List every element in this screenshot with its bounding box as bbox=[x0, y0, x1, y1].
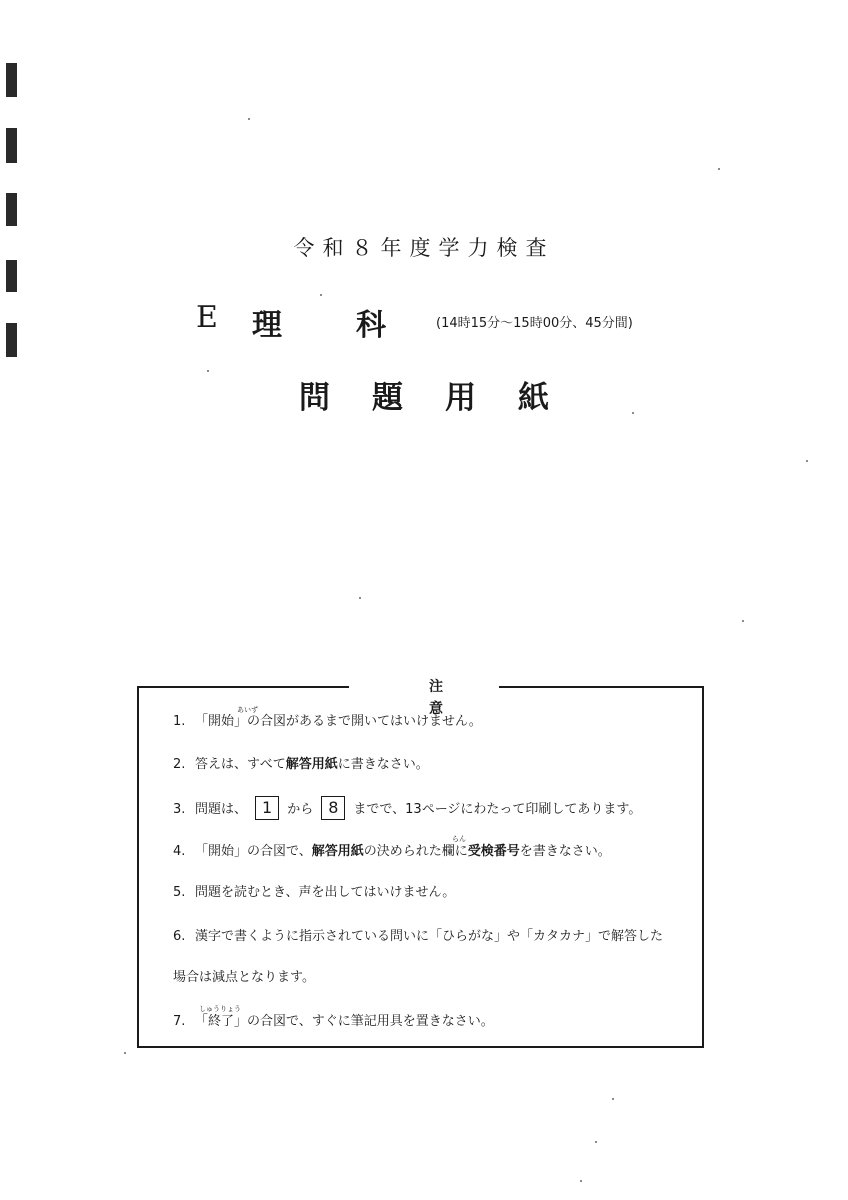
section-end-box: 8 bbox=[321, 796, 345, 820]
scan-speck bbox=[248, 118, 250, 120]
section-start-box: 1 bbox=[255, 796, 279, 820]
notice-item-6-continuation: 場合は減点となります。 bbox=[173, 970, 315, 985]
subject-time: (14時15分～15時00分、45分間) bbox=[436, 316, 633, 331]
item-text: 「終了」の合図で、すぐに筆記用具を置きなさい。 bbox=[195, 1014, 494, 1029]
item-text-bold: 解答用紙 bbox=[285, 757, 338, 772]
binding-mark bbox=[6, 63, 17, 97]
subject-name-part-1: 理 bbox=[252, 308, 282, 343]
furigana: あいず bbox=[237, 706, 258, 714]
item-text: から bbox=[287, 802, 314, 817]
item-text: 答えは、すべて bbox=[195, 757, 286, 772]
scan-speck bbox=[595, 1141, 597, 1143]
paper-title: 問題用紙 bbox=[299, 380, 591, 416]
scan-speck bbox=[320, 294, 322, 296]
furigana: しゅうりょう bbox=[199, 1005, 241, 1013]
item-text: 問題は、 bbox=[195, 802, 248, 817]
notice-item-6 bbox=[173, 927, 663, 947]
scan-speck bbox=[580, 1180, 582, 1182]
item-number: 6. bbox=[173, 929, 186, 944]
scan-speck bbox=[359, 597, 361, 599]
furigana: らん bbox=[452, 835, 466, 843]
item-text: 「開始」の合図で、 bbox=[195, 844, 312, 859]
item-text: を書きなさい。 bbox=[519, 844, 611, 859]
binding-mark bbox=[6, 128, 17, 163]
subject-letter: E bbox=[196, 300, 218, 335]
item-text: の決められた欄に bbox=[363, 844, 468, 859]
binding-mark bbox=[6, 193, 17, 226]
notice-item-1 bbox=[173, 712, 482, 732]
scan-speck bbox=[207, 370, 209, 372]
scan-speck bbox=[718, 168, 720, 170]
item-number: 2. bbox=[173, 757, 186, 772]
subject-row bbox=[196, 300, 716, 343]
item-text-bold: 受検番号 bbox=[467, 844, 520, 859]
scan-speck bbox=[806, 460, 808, 462]
notice-item-2 bbox=[173, 755, 429, 775]
scan-speck bbox=[612, 1098, 614, 1100]
subject-name-part-2: 科 bbox=[356, 308, 386, 343]
item-text: までで、13ページにわたって印刷してあります。 bbox=[353, 802, 642, 817]
exam-year-title: 令和８年度学力検査 bbox=[293, 236, 555, 260]
binding-mark bbox=[6, 260, 17, 292]
item-text: に書きなさい。 bbox=[337, 757, 429, 772]
scan-speck bbox=[124, 1052, 126, 1054]
item-text: 「開始」の合図があるまで開いてはいけません。 bbox=[195, 714, 482, 729]
notice-item-3 bbox=[173, 796, 641, 820]
scan-speck bbox=[632, 412, 634, 414]
item-text: 漢字で書くように指示されている問いに「ひらがな」や「カタカナ」で解答した bbox=[195, 929, 664, 944]
item-text: 問題を読むとき、声を出してはいけません。 bbox=[195, 885, 456, 900]
item-number: 3. bbox=[173, 802, 186, 817]
notice-item-5 bbox=[173, 883, 455, 903]
item-number: 4. bbox=[173, 844, 186, 859]
notice-item-7 bbox=[173, 1012, 494, 1032]
item-text-bold: 解答用紙 bbox=[311, 844, 364, 859]
notice-heading: 注意 bbox=[349, 676, 499, 720]
item-number: 1. bbox=[173, 714, 186, 729]
item-number: 5. bbox=[173, 885, 186, 900]
scan-speck bbox=[742, 620, 744, 622]
item-number: 7. bbox=[173, 1014, 186, 1029]
notice-item-4 bbox=[173, 842, 611, 862]
notice-box bbox=[137, 679, 704, 1048]
binding-mark bbox=[6, 323, 17, 357]
